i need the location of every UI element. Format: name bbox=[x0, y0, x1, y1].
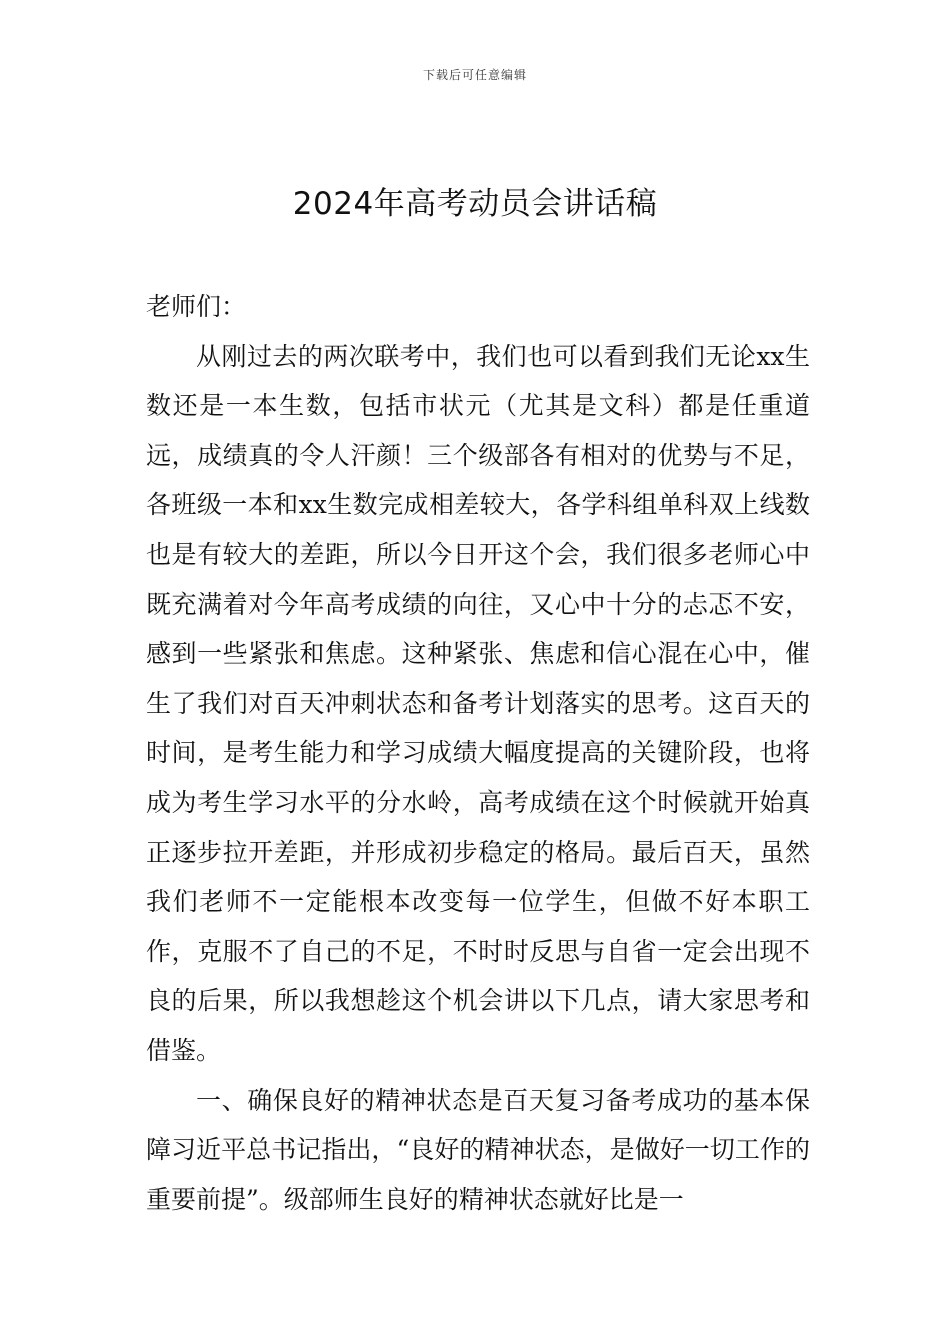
paragraph-1: 从刚过去的两次联考中，我们也可以看到我们无论xx生数还是一本生数，包括市状元（尤其是文科）都是任重道远，成绩真的令人汗颜！三个级部各有相对的优势与不足，各班级一本和xx生数完成相差较大，各学科组单科双上线数也是有较大的差距，所以今日开这个会，我们很多老师心中既充满着对今年高考成绩的向往，又心中十分的忐忑不安，感到一些紧张和焦虑。这种紧张、焦虑和信心混在心中，催生了我们对百天冲刺状态和备考计划落实的思考。这百天的时间，是考生能力和学习成绩大幅度提高的关键阶段，也将成为考生学习水平的分水岭，高考成绩在这个时候就开始真正逐步拉开差距，并形成初步稳定的格局。最后百天，虽然我们老师不一定能根本改变每一位学生，但做不好本职工作，克服不了自己的不足，不时时反思与自省一定会出现不良的后果，所以我想趁这个机会讲以下几点，请大家思考和借鉴。 bbox=[146, 341, 810, 1065]
salutation: 老师们： bbox=[146, 292, 247, 321]
paragraph-2: 一、确保良好的精神状态是百天复习备考成功的基本保障习近平总书记指出，“良好的精神状态，是做好一切工作的重要前提”。级部师生良好的精神状态就好比是一 bbox=[146, 1085, 810, 1214]
document-title: 2024年高考动员会讲话稿 bbox=[292, 186, 658, 222]
header-note: 下载后可任意编辑 bbox=[422, 68, 527, 82]
document-body bbox=[146, 282, 810, 1224]
